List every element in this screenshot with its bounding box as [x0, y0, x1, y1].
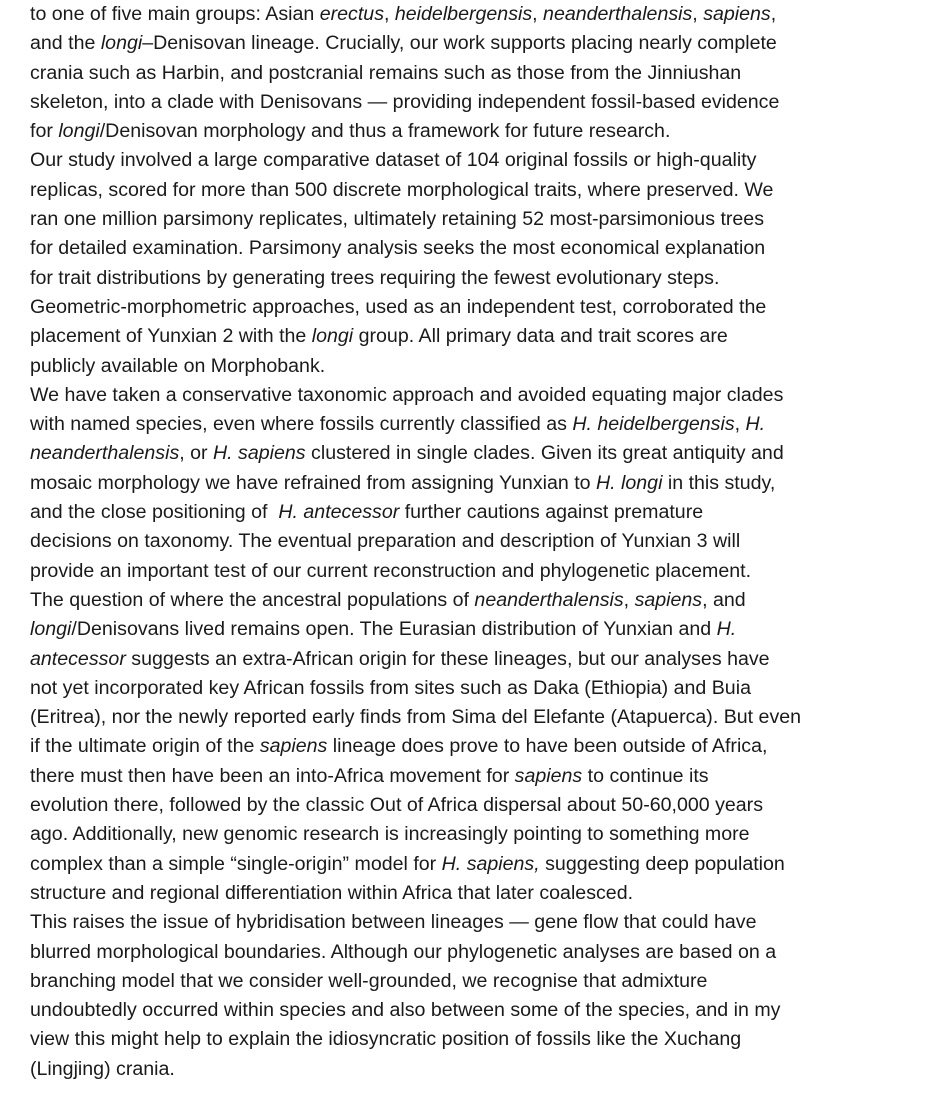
text-line — [30, 586, 934, 615]
text-line — [30, 59, 934, 88]
text-run: view this might help to explain the idiosyncratic position of fossils like the Xuchang — [30, 1028, 742, 1051]
italic-term: neanderthalensis — [30, 442, 180, 465]
text-run: crania such as Harbin, and postcranial remains such as those from the Jinniushan — [30, 61, 742, 84]
text-line — [30, 381, 934, 410]
text-run: skeleton, into a clade with Denisovans — providing independent fossil-based evidence — [30, 90, 780, 113]
italic-term: H. sapiens, — [441, 852, 540, 875]
text-run: suggests an extra-African origin for these lineages, but our analyses have — [125, 647, 770, 670]
text-line — [30, 0, 934, 29]
text-run: , — [692, 3, 704, 25]
text-line — [30, 615, 934, 644]
text-run: there must then have been an into-Africa movement for — [30, 764, 515, 787]
text-run: –Denisovan lineage. Crucially, our work supports placing nearly complete — [142, 32, 777, 55]
text-line — [30, 996, 934, 1025]
italic-term: sapiens — [514, 764, 583, 787]
text-line — [30, 791, 934, 820]
text-run: for detailed examination. Parsimony analysis seeks the most economical explanation — [30, 237, 766, 260]
text-line — [30, 234, 934, 263]
italic-term: H. sapiens — [213, 442, 306, 465]
text-run: mosaic morphology we have refrained from assigning Yunxian to — [30, 471, 596, 494]
text-run: , — [384, 3, 395, 25]
text-run: blurred morphological boundaries. Although our phylogenetic analyses are based on a — [30, 940, 777, 963]
text-line — [30, 850, 934, 879]
text-run: to one of five main groups: Asian — [30, 3, 320, 25]
italic-term: sapiens — [259, 735, 328, 758]
text-run: , — [770, 3, 777, 25]
text-run: /Denisovan morphology and thus a framework for future research. — [99, 120, 671, 143]
text-line — [30, 908, 934, 937]
text-run: placement of Yunxian 2 with the — [30, 325, 312, 348]
text-line — [30, 879, 934, 908]
text-run: clustered in single clades. Given its great antiquity and — [305, 442, 784, 465]
text-run: ago. Additionally, new genomic research is increasingly pointing to something more — [30, 823, 750, 846]
italic-term: H. — [745, 413, 766, 436]
text-run: further cautions against premature — [399, 501, 704, 524]
text-run: , — [734, 413, 746, 436]
text-run: to continue its — [582, 764, 709, 787]
text-run: (Lingjing) crania. — [30, 1057, 175, 1080]
text-line — [30, 469, 934, 498]
text-line — [30, 498, 934, 527]
italic-term: H. — [716, 618, 737, 641]
text-run: and the — [30, 32, 101, 55]
text-run: structure and regional differentiation within Africa that later coalesced. — [30, 881, 634, 904]
text-run: publicly available on Morphobank. — [30, 354, 326, 377]
text-line — [30, 1025, 934, 1054]
text-run: decisions on taxonomy. The eventual preparation and description of Yunxian 3 will — [30, 530, 741, 553]
text-run: suggesting deep population — [539, 852, 785, 875]
text-run: This raises the issue of hybridisation between lineages — gene flow that could have — [30, 911, 757, 934]
text-line — [30, 732, 934, 761]
text-run: We have taken a conservative taxonomic approach and avoided equating major clades — [30, 383, 784, 406]
italic-term: longi — [311, 325, 354, 348]
text-line — [30, 674, 934, 703]
text-run: , and — [702, 588, 746, 611]
text-line — [30, 29, 934, 58]
text-line — [30, 88, 934, 117]
text-run: , — [532, 3, 544, 25]
text-line — [30, 352, 934, 381]
text-run: with named species, even where fossils currently classified as — [30, 413, 573, 436]
paragraph-hybridisation — [30, 908, 934, 1084]
italic-term: sapiens — [634, 588, 703, 611]
italic-term: antecessor — [30, 647, 126, 670]
text-line — [30, 557, 934, 586]
text-line — [30, 820, 934, 849]
text-run: ran one million parsimony replicates, ultimately retaining 52 most-parsimonious trees — [30, 208, 765, 231]
text-run: if the ultimate origin of the — [30, 735, 260, 758]
paragraph-continuation-groups — [30, 0, 934, 146]
text-line — [30, 967, 934, 996]
italic-term: longi — [100, 32, 143, 55]
text-run: branching model that we consider well-grounded, we recognise that admixture — [30, 969, 708, 992]
text-run: for trait distributions by generating trees requiring the fewest evolutionary steps. — [30, 266, 720, 289]
text-run: /Denisovans lived remains open. The Eurasian distribution of Yunxian and — [71, 618, 717, 641]
text-line — [30, 762, 934, 791]
italic-term: longi — [58, 120, 100, 143]
text-run: in this study, — [662, 471, 776, 494]
paragraph-comparative-dataset — [30, 146, 934, 380]
text-run: Our study involved a large comparative dataset of 104 original fossils or high-quality — [30, 149, 757, 172]
text-line — [30, 439, 934, 468]
text-line — [30, 527, 934, 556]
text-line — [30, 205, 934, 234]
italic-term: longi — [30, 618, 72, 641]
text-line — [30, 938, 934, 967]
paragraph-taxonomic-approach — [30, 381, 934, 586]
italic-term: neanderthalensis — [474, 588, 624, 611]
text-line — [30, 146, 934, 175]
document-body — [30, 0, 934, 1084]
italic-term: erectus — [319, 3, 384, 25]
italic-term: neanderthalensis — [543, 3, 693, 25]
text-run: , — [623, 588, 635, 611]
text-run: , or — [179, 442, 214, 465]
text-line — [30, 1055, 934, 1084]
text-line — [30, 117, 934, 146]
text-run: The question of where the ancestral populations of — [30, 588, 475, 611]
text-run: not yet incorporated key African fossils from sites such as Daka (Ethiopia) and Buia — [30, 676, 751, 699]
text-run: group. All primary data and trait scores are — [353, 325, 728, 348]
text-run: evolution there, followed by the classic Out of Africa dispersal about 50-60,000 years — [30, 794, 764, 817]
italic-term: H. antecessor — [278, 501, 400, 524]
text-line — [30, 264, 934, 293]
text-line — [30, 703, 934, 732]
italic-term: H. heidelbergensis — [572, 413, 735, 436]
italic-term: heidelbergensis — [394, 3, 533, 25]
paragraph-ancestral-populations — [30, 586, 934, 908]
text-run: replicas, scored for more than 500 discrete morphological traits, where preserved. We — [30, 178, 774, 201]
text-run: undoubtedly occurred within species and also between some of the species, and in my — [30, 999, 781, 1022]
text-run: lineage does prove to have been outside of Africa, — [327, 735, 768, 758]
text-line — [30, 322, 934, 351]
text-run: complex than a simple “single-origin” model for — [30, 852, 442, 875]
text-run: for — [30, 120, 59, 143]
text-line — [30, 645, 934, 674]
text-run: and the close positioning of — [30, 501, 279, 524]
text-line — [30, 410, 934, 439]
text-line — [30, 176, 934, 205]
italic-term: H. longi — [596, 471, 663, 494]
italic-term: sapiens — [703, 3, 771, 25]
text-run: Geometric-morphometric approaches, used as an independent test, corroborated the — [30, 295, 767, 318]
text-run: provide an important test of our current reconstruction and phylogenetic placement. — [30, 559, 752, 582]
text-line — [30, 293, 934, 322]
text-run: (Eritrea), nor the newly reported early finds from Sima del Elefante (Atapuerca). But even — [30, 706, 802, 729]
